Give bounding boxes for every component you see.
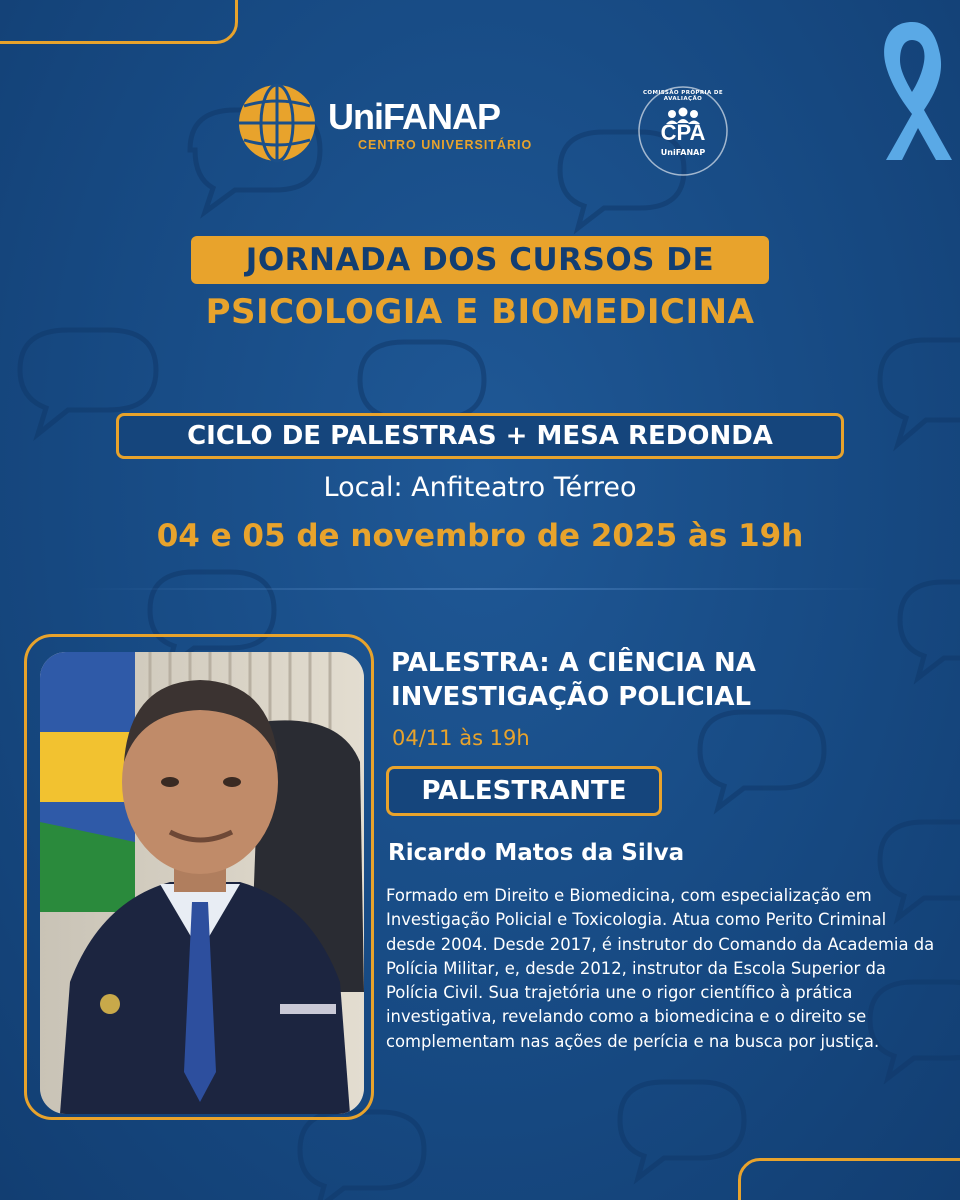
seal-top-text: COMISSÃO PRÓPRIA DE AVALIAÇÃO	[642, 90, 724, 102]
brand-name: UniFANAP	[328, 96, 500, 137]
speaker-photo	[40, 652, 364, 1114]
brand-subtitle: CENTRO UNIVERSITÁRIO	[358, 138, 533, 152]
seal-bottom-text: UniFANAP	[660, 148, 706, 157]
speaker-label-box	[386, 766, 662, 816]
cycle-banner	[116, 413, 844, 459]
corner-frame-top-left	[0, 0, 238, 44]
speaker-bio: Formado em Direito e Biomedicina, com especialização em Investigação Policial e Toxicologia. Atua como Perito Criminal desde 2004. Desde 2017, é instrutor do Comando da Academia da Polícia Militar, e, desde 2012, instrutor da Escola Superior da Polícia Civil. Sua trajetória une o rigor científico à prática investigativa, revelando como a biomedicina e o direito se complementam nas ações de perícia e na busca por justiça.	[386, 886, 935, 1051]
cpa-seal	[636, 84, 730, 178]
page-title-line2: PSICOLOGIA E BIOMEDICINA	[205, 292, 755, 332]
speaker-label: PALESTRANTE	[421, 776, 627, 806]
corner-frame-bottom-right	[738, 1158, 960, 1200]
speaker-portrait-image	[40, 652, 364, 1114]
divider	[80, 588, 880, 590]
seal-main-text: CPA	[660, 120, 706, 145]
talk-title: PALESTRA: A CIÊNCIA NA INVESTIGAÇÃO POLICIAL	[391, 648, 756, 712]
speaker-name: Ricardo Matos da Silva	[388, 840, 685, 866]
globe-logo-icon	[236, 82, 318, 164]
unifanap-logo	[236, 82, 566, 168]
title-banner	[191, 236, 769, 284]
event-dates: 04 e 05 de novembro de 2025 às 19h	[156, 518, 804, 554]
page-title-line1: JORNADA DOS CURSOS DE	[245, 242, 715, 278]
talk-date: 04/11 às 19h	[392, 726, 530, 750]
awareness-ribbon-icon	[866, 14, 958, 164]
cycle-label: CICLO DE PALESTRAS + MESA REDONDA	[187, 421, 773, 451]
event-location: Local: Anfiteatro Térreo	[323, 472, 637, 503]
